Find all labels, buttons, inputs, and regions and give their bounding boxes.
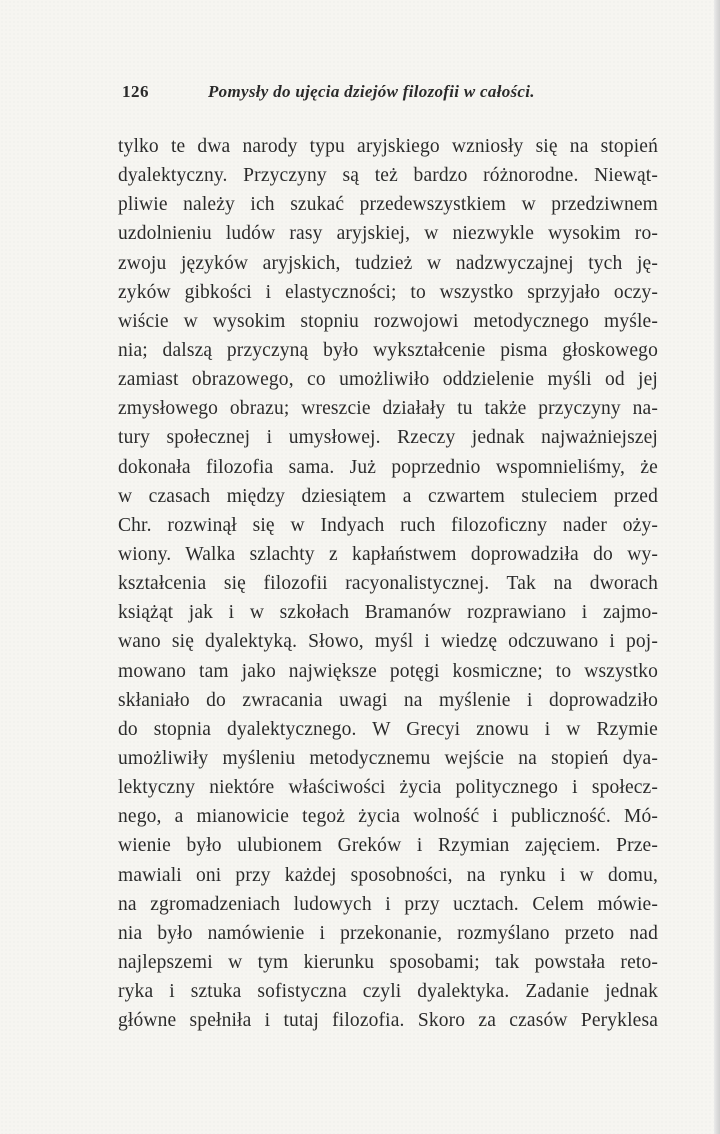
text-line: dokonała filozofia sama. Już poprzednio wspomnieliśmy, że [118, 456, 658, 478]
text-line: książąt jak i w szkołach Bramanów rozprawiano i zajmo- [118, 602, 658, 624]
text-line: dyalektyczny. Przyczyny są też bardzo różnorodne. Niewąt- [118, 165, 658, 187]
body-text [118, 132, 658, 1035]
text-line: skłaniało do zwracania uwagi na myślenie i doprowadziło [118, 689, 658, 711]
text-line: główne spełniła i tutaj filozofia. Skoro za czasów Peryklesa [118, 1010, 658, 1032]
text-line: zyków gibkości i elastyczności; to wszystko sprzyjało oczy- [118, 281, 658, 303]
text-line: zwoju języków aryjskich, tudzież w nadzwyczajnej tych ję- [118, 252, 658, 274]
text-line: Chr. rozwinął się w Indyach ruch filozoficzny nader oży- [118, 514, 658, 536]
text-line: kształcenia się filozofii racyonalistycznej. Tak na dworach [118, 573, 658, 595]
text-line: pliwie należy ich szukać przedewszystkiem w przedziwnem [118, 194, 658, 216]
text-line: nego, a mianowicie tegoż życia wolność i publiczność. Mó- [118, 806, 658, 828]
text-line: w czasach między dziesiątem a czwartem stuleciem przed [118, 485, 658, 507]
running-title: Pomysły do ujęcia dziejów filozofii w całości. [208, 82, 535, 101]
text-line: mowano tam jako największe potęgi kosmiczne; to wszystko [118, 660, 658, 682]
text-line: mawiali oni przy każdej sposobności, na rynku i w domu, [118, 864, 658, 886]
text-line: na zgromadzeniach ludowych i przy ucztach. Celem mówie- [118, 893, 658, 915]
text-line: wienie było ulubionem Greków i Rzymian zajęciem. Prze- [118, 835, 658, 857]
text-line: tury społecznej i umysłowej. Rzeczy jednak najważniejszej [118, 427, 658, 449]
text-line: ryka i sztuka sofistyczna czyli dyalektyka. Zadanie jednak [118, 981, 658, 1003]
page-header [122, 78, 582, 108]
text-line: nia; dalszą przyczyną było wykształcenie pisma głoskowego [118, 339, 658, 361]
text-line: wano się dyalektyką. Słowo, myśl i wiedzę odczuwano i poj- [118, 631, 658, 653]
text-line: uzdolnieniu ludów rasy aryjskiej, w niezwykle wysokim ro- [118, 223, 658, 245]
text-line: umożliwiły myśleniu metodycznemu wejście na stopień dya- [118, 747, 658, 769]
page-edge-shadow [714, 0, 720, 1134]
text-line: zamiast obrazowego, co umożliwiło oddzielenie myśli od jej [118, 369, 658, 391]
text-line: najlepszemi w tym kierunku sposobami; tak powstała reto- [118, 951, 658, 973]
text-line: wiony. Walka szlachty z kapłaństwem doprowadziła do wy- [118, 543, 658, 565]
text-line: nia było namówienie i przekonanie, rozmyślano przeto nad [118, 922, 658, 944]
page-number: 126 [122, 82, 149, 101]
text-line: do stopnia dyalektycznego. W Grecyi znowu i w Rzymie [118, 718, 658, 740]
text-line: tylko te dwa narody typu aryjskiego wzniosły się na stopień [118, 136, 658, 157]
text-line: wiście w wysokim stopniu rozwojowi metodycznego myśle- [118, 310, 658, 332]
text-line: lektyczny niektóre właściwości życia politycznego i społecz- [118, 777, 658, 799]
text-line: zmysłowego obrazu; wreszcie działały tu także przyczyny na- [118, 398, 658, 420]
